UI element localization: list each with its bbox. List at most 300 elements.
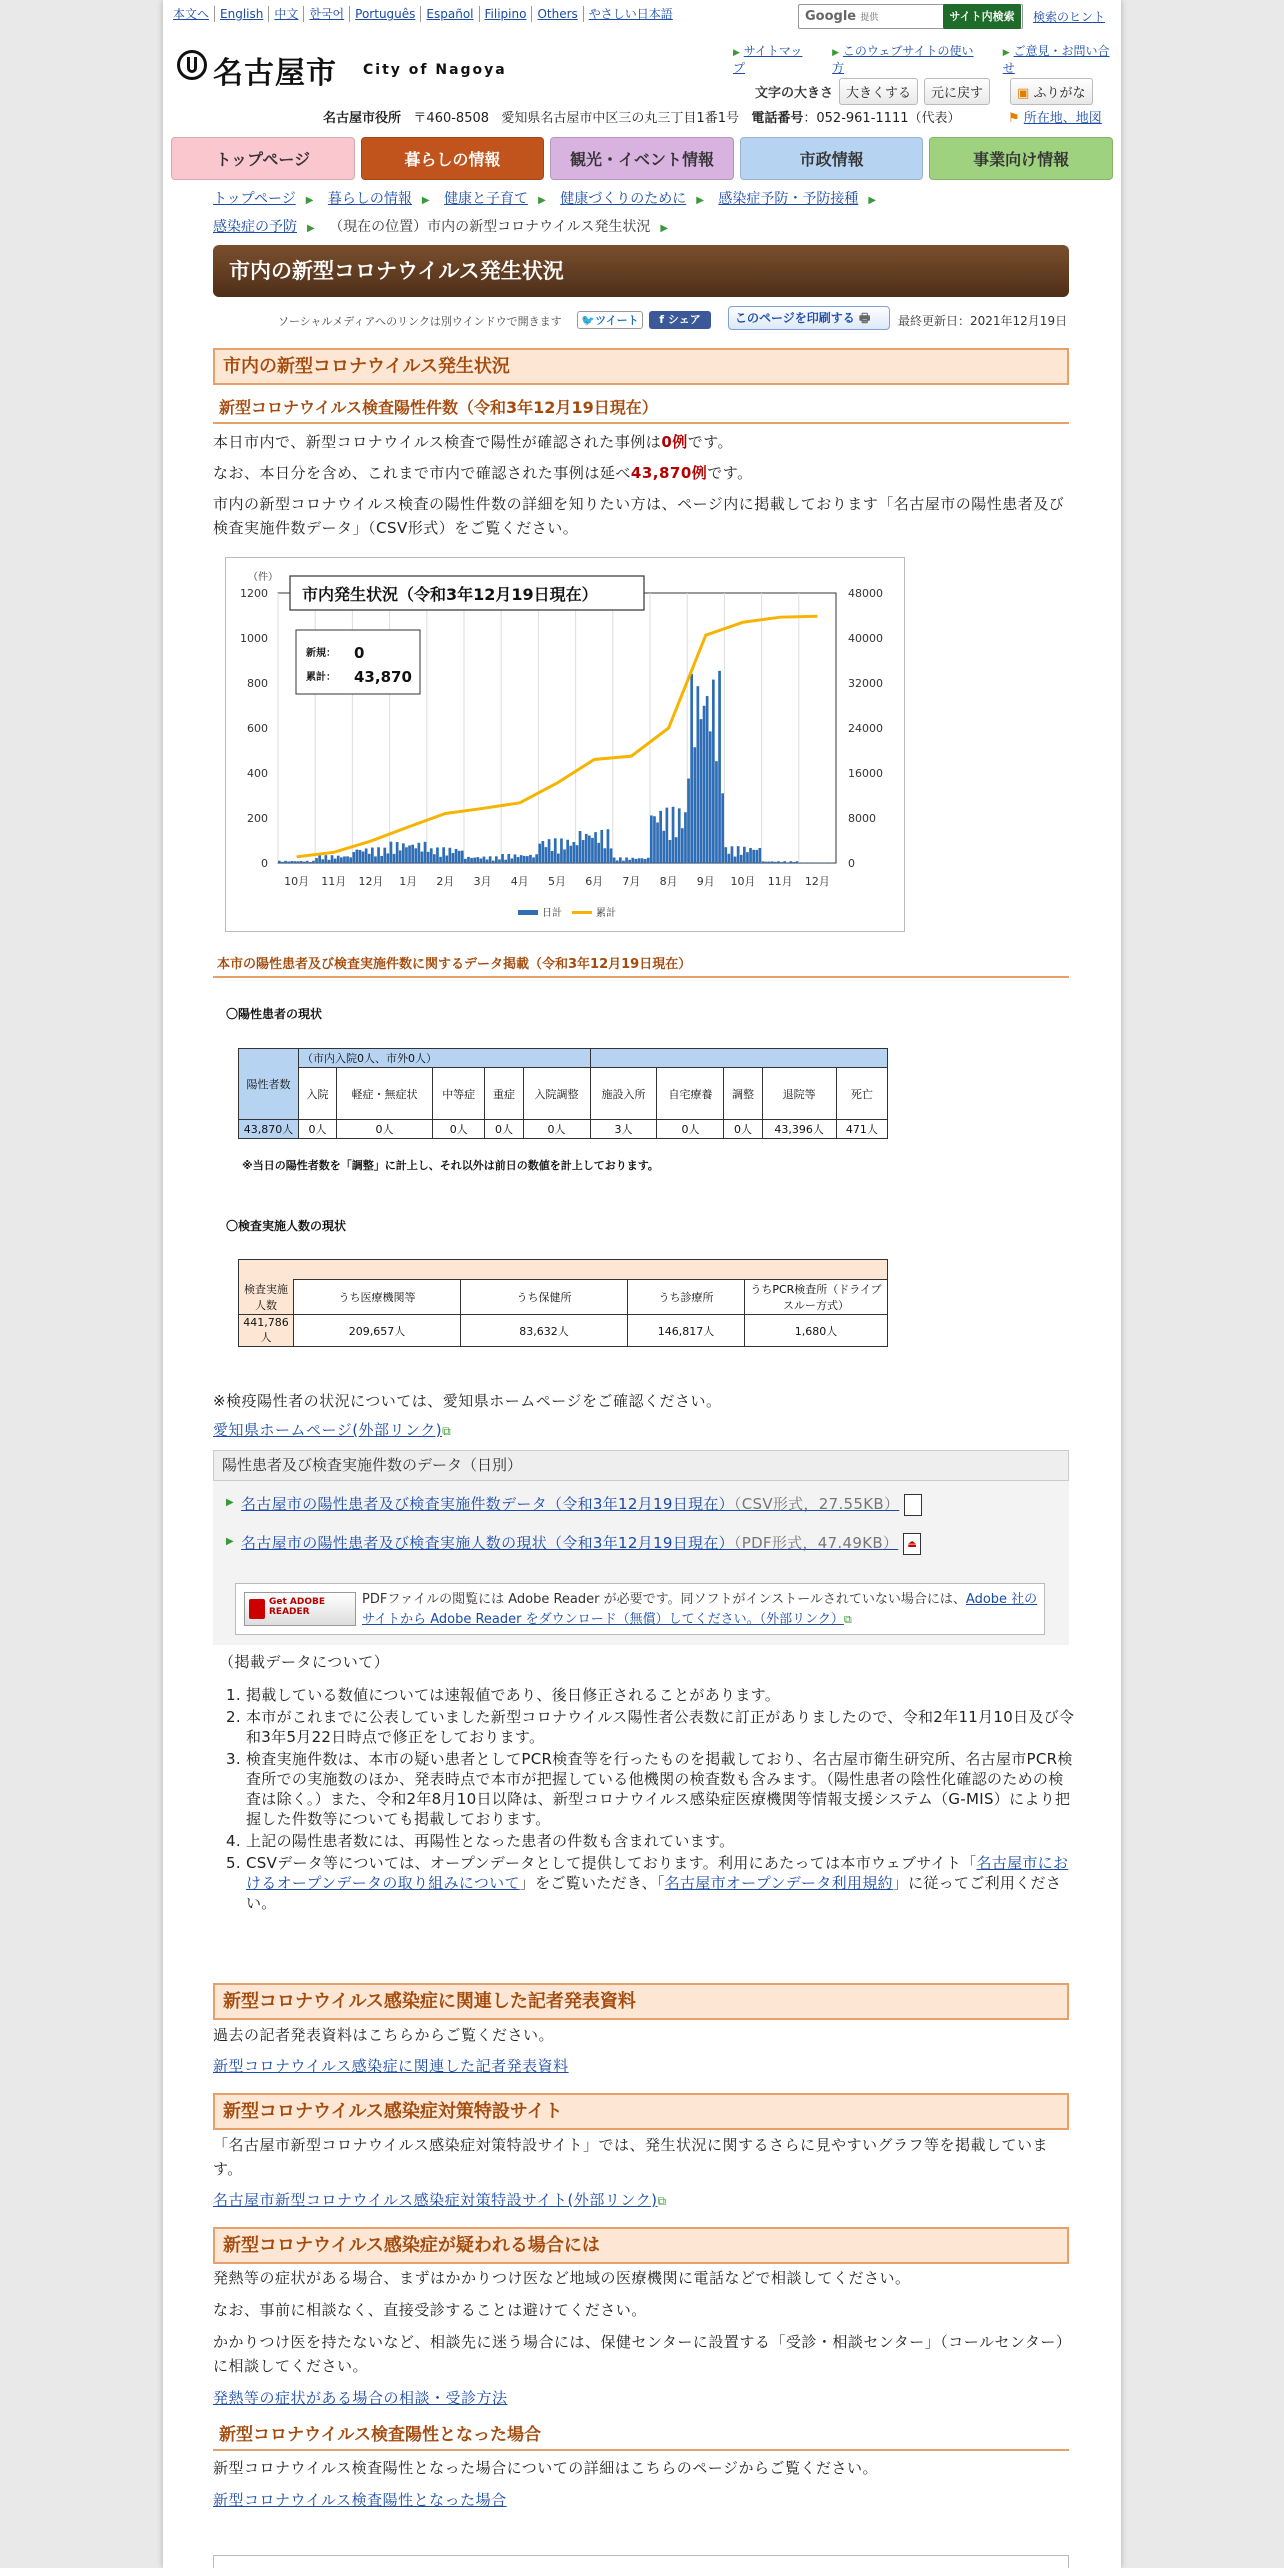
y-tick-label: 0 [261, 857, 268, 870]
daily-bar [501, 854, 504, 863]
daily-bar [281, 862, 284, 863]
daily-bar [356, 850, 359, 863]
lang-link[interactable]: English [215, 6, 269, 22]
th: 自宅療養 [657, 1068, 724, 1120]
daily-bar [607, 829, 610, 863]
daily-bar [771, 861, 774, 863]
daily-bar [433, 854, 436, 863]
daily-bar [483, 857, 486, 863]
daily-bar [290, 861, 293, 863]
special-link-row [213, 2188, 1069, 2213]
arrow-icon: ▶ [1002, 48, 1010, 58]
share-button[interactable] [649, 311, 711, 329]
sitemap-item [733, 42, 814, 76]
tests-table [238, 1259, 888, 1347]
data-list-heading: 陽性患者及び検査実施件数のデータ（日別） [213, 1450, 1069, 1481]
daily-bar [377, 847, 380, 863]
lang-link[interactable]: Filipino [480, 6, 533, 22]
daily-bar [566, 840, 569, 863]
cell: 0人 [657, 1120, 724, 1139]
breadcrumb-item[interactable]: 感染症の予防 [213, 219, 297, 235]
daily-bar [346, 856, 349, 863]
daily-bar [718, 671, 721, 863]
arrow-icon: ▶ [538, 195, 546, 206]
lang-link[interactable]: やさしい日本語 [588, 7, 673, 21]
font-larger-button[interactable]: 大きくする [839, 78, 918, 105]
daily-bar [786, 862, 789, 863]
daily-bar [659, 811, 662, 863]
th: 重症 [485, 1068, 523, 1120]
daily-bar [635, 859, 638, 863]
daily-bar [604, 848, 607, 863]
daily-bar [641, 858, 644, 863]
daily-bar [774, 862, 777, 863]
th: 施設入所 [590, 1068, 657, 1120]
daily-bar [368, 854, 371, 863]
site-logo[interactable]: 名古屋市 [213, 56, 337, 91]
daily-bar [693, 747, 696, 863]
adobe-reader-logo[interactable] [244, 1592, 356, 1626]
daily-bar [721, 793, 724, 863]
new-label: 新規： [306, 648, 336, 659]
cell: 83,632人 [461, 1315, 628, 1347]
press-text: 過去の記者発表資料はこちらからご覧ください。 [213, 2026, 555, 2044]
font-size-controls [755, 78, 1093, 105]
daily-bar [706, 696, 709, 863]
daily-bar [414, 848, 417, 863]
daily-bar [724, 847, 727, 863]
arrow-icon: ▶ [421, 195, 430, 206]
share-label: シェア [667, 313, 701, 326]
lang-link[interactable]: 本文へ [173, 6, 215, 22]
daily-bar [644, 859, 647, 863]
cell: 0人 [432, 1120, 485, 1139]
daily-bar [511, 858, 514, 863]
daily-bar [374, 856, 377, 863]
positive-link[interactable]: 新型コロナウイルス検査陽性となった場合 [213, 2491, 507, 2509]
furigana-label: ふりがな [1033, 86, 1086, 101]
daily-bar [712, 680, 715, 863]
daily-bar [560, 839, 563, 863]
daily-bar [507, 854, 510, 863]
daily-bar [449, 848, 452, 863]
daily-bar [684, 812, 687, 863]
daily-bar [535, 854, 538, 863]
tel-label: 電話番号 [751, 111, 804, 126]
nav-city[interactable]: 市政情報 [740, 137, 924, 180]
csv-download-row [226, 1493, 922, 1516]
daily-bar [365, 848, 368, 863]
daily-bar [793, 862, 796, 863]
daily-bar [647, 858, 650, 863]
daily-bar [687, 779, 690, 863]
total-label: 累計： [306, 672, 336, 683]
daily-bar [473, 858, 476, 863]
detail-text: 市内の新型コロナウイルス検査の陽性件数の詳細を知りたい方は、ページ内に掲載しております「名古屋市の陽性患者及び検査実施件数データ」（CSV形式）をご覧ください。 [213, 495, 1065, 537]
chart [226, 558, 904, 931]
th: うち保健所 [461, 1280, 628, 1315]
daily-bar [352, 852, 355, 863]
howto-link[interactable]: このウェブサイトの使い方 [832, 44, 974, 75]
external-link-icon: ⧉ [442, 1424, 452, 1438]
daily-bar [529, 855, 532, 863]
daily-bar [777, 861, 780, 863]
daily-bar [461, 851, 464, 863]
arrow-icon: ▶ [832, 48, 839, 58]
today-count-text [213, 430, 1069, 454]
y2-tick-label: 40000 [848, 632, 883, 645]
daily-bar [402, 843, 405, 863]
daily-bar [328, 860, 331, 863]
nav-business[interactable]: 事業向け情報 [929, 137, 1113, 180]
link-text: 名古屋市の陽性患者及び検査実施人数の現状（令和3年12月19日現在） [241, 1534, 734, 1552]
csv-download-link[interactable] [241, 1495, 899, 1513]
daily-bar [424, 842, 427, 863]
x-tick-label: 10月 [730, 875, 756, 888]
suspect-text-1: 発熱等の症状がある場合、まずはかかりつけ医など地域の医療機関に電話などで相談してください。 [213, 2269, 911, 2287]
breadcrumb-current: （現在の位置）市内の新型コロナウイルス発生状況 [329, 219, 651, 235]
font-size-label: 文字の大きさ [755, 86, 834, 101]
suspect-link-row [213, 2386, 1069, 2410]
csv-file-icon [904, 1494, 922, 1516]
footer-box [213, 2555, 1069, 2568]
daily-bar [613, 858, 616, 863]
daily-bar [300, 861, 303, 863]
daily-bar [408, 845, 411, 863]
daily-bar [318, 855, 321, 863]
daily-bar [532, 857, 535, 863]
daily-bar [371, 848, 374, 863]
daily-bar [306, 861, 309, 863]
page [163, 0, 1121, 2568]
th: うちPCR検査所（ドライブスルー方式） [745, 1280, 888, 1315]
suspect-text-2: なお、事前に相談なく、直接受診することは避けてください。 [213, 2301, 647, 2319]
logo-text: Get ADOBE READER [269, 1597, 326, 1617]
y-tick-label: 400 [247, 767, 268, 780]
daily-bar [294, 861, 297, 863]
y2-tick-label: 24000 [848, 722, 883, 735]
daily-bar [666, 808, 669, 863]
daily-bar [669, 840, 672, 863]
access-item [1008, 107, 1102, 126]
patients-table [238, 1048, 888, 1139]
x-tick-label: 4月 [510, 875, 529, 888]
daily-bar [436, 847, 439, 863]
th: 軽症・無症状 [337, 1068, 433, 1120]
facebook-icon: f [659, 313, 668, 326]
arrow-icon: ▶ [226, 1497, 234, 1508]
top-links [733, 42, 1121, 76]
x-tick-label: 5月 [548, 875, 566, 888]
daily-bar [396, 842, 399, 863]
x-tick-label: 12月 [804, 875, 830, 888]
breadcrumb-item[interactable]: 感染症予防・予防接種 [718, 191, 859, 207]
daily-bar [464, 859, 467, 863]
pdf-download-link[interactable] [241, 1534, 898, 1552]
th-group: （市内入院0人、市外0人） [299, 1049, 591, 1068]
daily-bar [303, 862, 306, 863]
daily-bar [796, 861, 799, 863]
daily-bar [734, 857, 737, 863]
daily-bar [749, 848, 752, 863]
positive-text: 新型コロナウイルス検査陽性となった場合についての詳細はこちらのページからご覧ください。 [213, 2459, 879, 2477]
y2-tick-label: 48000 [848, 587, 883, 600]
breadcrumb-item[interactable]: 健康づくりのために [560, 191, 687, 207]
x-tick-label: 10月 [284, 875, 310, 888]
daily-bar [597, 843, 600, 863]
daily-bar [520, 855, 523, 863]
positive-link-row [213, 2488, 1069, 2512]
section-heading: 新型コロナウイルス感染症対策特設サイト [213, 2093, 1069, 2130]
daily-bar [325, 855, 328, 863]
nav-top[interactable]: トップページ [171, 137, 355, 180]
notes-title: （掲載データについて） [219, 1653, 390, 1671]
tests-title: 〇検査実施人数の現状 [226, 1219, 347, 1233]
x-tick-label: 11月 [767, 875, 793, 888]
access-link[interactable]: 所在地、地図 [1023, 111, 1102, 126]
daily-bar [675, 837, 678, 863]
page-title: 市内の新型コロナウイルス発生状況 [213, 245, 1069, 297]
daily-bar [480, 859, 483, 863]
daily-bar [284, 861, 287, 863]
cell: 0人 [523, 1120, 590, 1139]
map-pin-icon: ⚑ [1008, 111, 1020, 126]
daily-bar [278, 861, 281, 863]
lang-link[interactable]: 中文 [269, 6, 304, 22]
link-text: 名古屋市の陽性患者及び検査実施件数データ（令和3年12月19日現在） [241, 1495, 734, 1513]
furigana-button[interactable] [1010, 78, 1092, 105]
x-tick-label: 2月 [436, 875, 455, 888]
th: 入院調整 [523, 1068, 590, 1120]
daily-bar [390, 842, 393, 863]
daily-bar [743, 847, 746, 863]
daily-bar [628, 860, 631, 863]
press-link-row [213, 2054, 1069, 2078]
google-brand: Google [805, 9, 857, 24]
file-meta: （PDF形式，47.49KB） [733, 1534, 899, 1552]
daily-bar [452, 853, 455, 863]
daily-bar [557, 854, 560, 863]
daily-bar [312, 861, 315, 863]
th-positive: 陽性者数 [239, 1049, 299, 1120]
daily-bar [538, 844, 541, 863]
daily-bar [334, 859, 337, 863]
daily-bar [768, 862, 771, 863]
nav-tourism[interactable]: 観光・イベント情報 [550, 137, 734, 180]
adobe-text [362, 1590, 1040, 1630]
nav-life[interactable]: 暮らしの情報 [361, 137, 545, 180]
cell: 471人 [836, 1120, 887, 1139]
daily-bar [362, 851, 365, 863]
daily-bar [445, 856, 448, 863]
daily-bar [349, 857, 352, 863]
suspect-link[interactable]: 発熱等の症状がある場合の相談・受診方法 [213, 2389, 508, 2407]
daily-bar [514, 854, 517, 863]
daily-bar [737, 846, 740, 863]
adobe-reader-box [235, 1583, 1045, 1635]
y2-tick-label: 8000 [848, 812, 876, 825]
list-item [246, 1853, 1076, 1913]
social-note: ソーシャルメディアへのリンクは別ウインドウで開きます [278, 315, 562, 328]
daily-bar [622, 861, 625, 863]
cell: 146,817人 [628, 1315, 745, 1347]
daily-bar [411, 845, 414, 863]
opendata-terms-link[interactable]: 名古屋市オープンデータ利用規約 [664, 1874, 893, 1892]
city-emblem-icon [177, 50, 207, 80]
daily-bar [548, 839, 551, 863]
twitter-icon: 🐦 [581, 314, 596, 327]
opendata-link[interactable]: 名古屋市におけるオープンデータの取り組みについて [246, 1854, 1069, 1892]
contact-link[interactable]: ご意見・お問い合せ [1002, 44, 1110, 75]
daily-bar [405, 847, 408, 863]
daily-bar [579, 831, 582, 863]
list-item: 4. 上記の陽性患者数には、再陽性となった患者の件数も含まれています。 [246, 1831, 1076, 1851]
lang-link[interactable]: Español [421, 6, 479, 22]
text: 本日市内で、新型コロナウイルス検査で陽性が確認された事例は [213, 433, 662, 451]
daily-bar [638, 858, 641, 863]
daily-bar [709, 731, 712, 863]
postal-code: 〒460-8508 [413, 111, 490, 126]
daily-bar [681, 828, 684, 863]
lang-link[interactable]: Others [532, 6, 583, 22]
tweet-label: ツイート [595, 314, 639, 327]
office-name: 名古屋市役所 [323, 111, 402, 126]
daily-bar [380, 856, 383, 863]
contact-item [1003, 42, 1121, 76]
y2-tick-label: 32000 [848, 677, 883, 690]
daily-bar [585, 834, 588, 863]
breadcrumb [213, 186, 1093, 242]
text: PDFファイルの閲覧には Adobe Reader が必要です。同ソフトがインストールされていない場合には、 [362, 1592, 966, 1607]
chart-container [225, 557, 905, 932]
tweet-button[interactable] [577, 311, 643, 329]
daily-bar [740, 855, 743, 863]
total-count-text [213, 461, 1069, 485]
cell: 441,786人 [239, 1315, 294, 1347]
daily-bar [731, 846, 734, 863]
arrow-icon: ▶ [696, 195, 704, 206]
daily-bar [697, 686, 700, 863]
daily-bar [573, 842, 576, 863]
adobe-download-link[interactable]: Adobe 社のサイトから Adobe Reader をダウンロード（無償）してください。（外部リンク） [362, 1592, 1038, 1627]
subsection-heading: 新型コロナウイルス検査陽性件数（令和3年12月19日現在） [213, 395, 1069, 424]
subsection-heading: 新型コロナウイルス検査陽性となった場合 [213, 2420, 1069, 2451]
daily-bar [470, 858, 473, 863]
daily-bar [600, 830, 603, 863]
text: 」をご覧いただき、「 [519, 1874, 665, 1892]
search-button[interactable]: サイト内検索 [943, 4, 1021, 29]
breadcrumb-item[interactable]: トップページ [213, 191, 296, 207]
arrow-icon: ▶ [307, 223, 315, 234]
press-link[interactable]: 新型コロナウイルス感染症に関連した記者発表資料 [213, 2057, 569, 2075]
daily-bar [359, 850, 362, 863]
daily-bar [728, 854, 731, 863]
daily-bar [700, 719, 703, 863]
cell: 0人 [724, 1120, 762, 1139]
notes-list [246, 1685, 1076, 1915]
daily-bar [759, 848, 762, 863]
text: です。 [687, 433, 734, 451]
daily-bar [551, 851, 554, 863]
y-tick-label: 1200 [240, 587, 268, 600]
daily-bar [783, 861, 786, 863]
breadcrumb-item[interactable]: 暮らしの情報 [327, 191, 412, 207]
special-link[interactable]: 名古屋市新型コロナウイルス感染症対策特設サイト(外部リンク) [213, 2191, 658, 2209]
x-tick-label: 12月 [358, 875, 384, 888]
daily-bar [653, 816, 656, 863]
cell: 0人 [485, 1120, 523, 1139]
text: です。 [707, 464, 753, 482]
cell: 0人 [299, 1120, 337, 1139]
cell: 1,680人 [745, 1315, 888, 1347]
text: CSVデータ等については、オープンデータとして提供しております。利用にあたっては本市ウェブサイト「 [246, 1854, 977, 1872]
daily-bar [439, 857, 442, 863]
daily-bar [755, 850, 758, 863]
daily-bar [554, 838, 557, 863]
th: 死亡 [836, 1068, 887, 1120]
daily-bar [610, 848, 613, 863]
daily-bar [427, 852, 430, 863]
total-value: 43,870 [354, 668, 412, 686]
daily-bar [715, 761, 718, 863]
font-reset-button[interactable]: 元に戻す [924, 78, 990, 105]
external-link-icon: ⧉ [843, 1613, 852, 1626]
daily-bar [625, 857, 628, 863]
lang-link[interactable]: Português [350, 6, 421, 22]
daily-bar [458, 851, 461, 863]
cell: 3人 [590, 1120, 657, 1139]
sitemap-link[interactable]: サイトマップ [733, 44, 803, 75]
daily-bar [672, 807, 675, 863]
arrow-icon: ▶ [305, 195, 314, 206]
th: 検査実施人数 [239, 1280, 294, 1315]
daily-bar [331, 855, 334, 863]
y-tick-label: 600 [247, 722, 268, 735]
daily-bar [393, 854, 396, 863]
daily-bar [662, 831, 665, 863]
total-count: 43,870例 [630, 464, 708, 482]
daily-bar [588, 836, 591, 863]
search-help-link[interactable]: 検索のヒント [1033, 10, 1106, 24]
pref-link[interactable]: 愛知県ホームページ(外部リンク) [213, 1421, 443, 1439]
th: うち診療所 [628, 1280, 745, 1315]
arrow-icon: ▶ [868, 195, 877, 206]
daily-bar [591, 838, 594, 863]
daily-bar [582, 840, 585, 863]
daily-bar [576, 845, 579, 863]
legend-total-swatch [572, 911, 592, 914]
breadcrumb-item[interactable]: 健康と子育て [444, 191, 529, 207]
address-text: 愛知県名古屋市中区三の丸三丁目1番1号 [501, 111, 739, 126]
new-value: 0 [354, 644, 365, 662]
print-button[interactable] [728, 306, 890, 330]
global-nav [171, 137, 1113, 180]
text: 」に従ってご利用ください。 [246, 1874, 1062, 1912]
cell: 43,870人 [239, 1120, 299, 1139]
list-item: 3. 検査実施件数は、本市の疑い患者としてPCR検査等を行ったものを掲載しており、名古屋市衛生研究所、名古屋市PCR検査所での実施数のほか、発表時点で本市が把握している他機関の検査数も含みます。（陽性患者の陰性化確認のための検査は除く。）また、令和2年8月10日以降は、新型コロナウイルス感染症医療機関等情報支援システム（G-MIS）により把握した件数等についても掲載しております。 [246, 1749, 1076, 1829]
printer-icon: 🖶 [858, 311, 871, 325]
last-updated: 最終更新日：2021年12月19日 [898, 314, 1068, 328]
daily-bar [765, 862, 768, 863]
daily-bar [489, 856, 492, 863]
lang-link[interactable]: 한국어 [304, 6, 350, 22]
daily-bar [309, 862, 312, 863]
th: 中等症 [432, 1068, 485, 1120]
daily-bar [526, 856, 529, 863]
th: 退院等 [762, 1068, 836, 1120]
section-heading: 新型コロナウイルス感染症が疑われる場合には [213, 2227, 1069, 2264]
daily-bar [594, 832, 597, 863]
